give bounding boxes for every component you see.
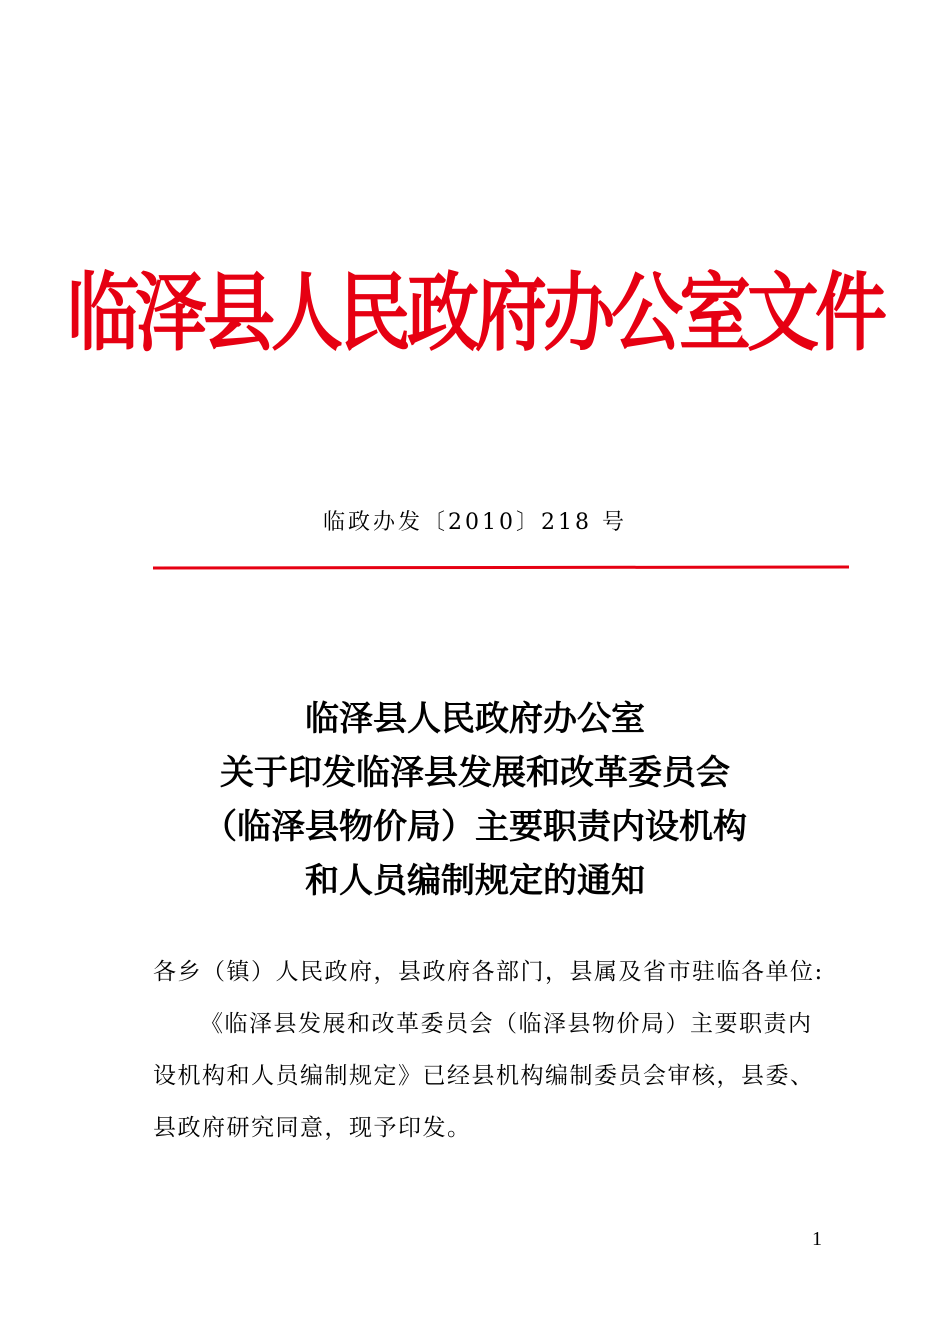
page-number: 1 <box>812 1228 822 1250</box>
document-number: 临政办发〔2010〕218 号 <box>323 510 627 535</box>
title-line: 关于印发临泽县发展和改革委员会 <box>220 753 730 793</box>
document-title <box>0 692 950 908</box>
title-line: 和人员编制规定的通知 <box>305 861 645 901</box>
body-paragraph-line: 《临泽县发展和改革委员会（临泽县物价局）主要职责内 <box>200 1011 813 1037</box>
body-paragraph-line: 设机构和人员编制规定》已经县机构编制委员会审核，县委、 <box>153 1063 815 1089</box>
body-paragraph-line: 县政府研究同意，现予印发。 <box>153 1115 472 1141</box>
title-line: 临泽县人民政府办公室 <box>305 699 645 739</box>
red-header-title: 临泽县人民政府办公室文件 <box>66 262 883 363</box>
title-line: （临泽县物价局）主要职责内设机构 <box>203 807 747 847</box>
red-divider-line <box>153 566 849 570</box>
addressee-line: 各乡（镇）人民政府，县政府各部门，县属及省市驻临各单位: <box>153 959 824 985</box>
